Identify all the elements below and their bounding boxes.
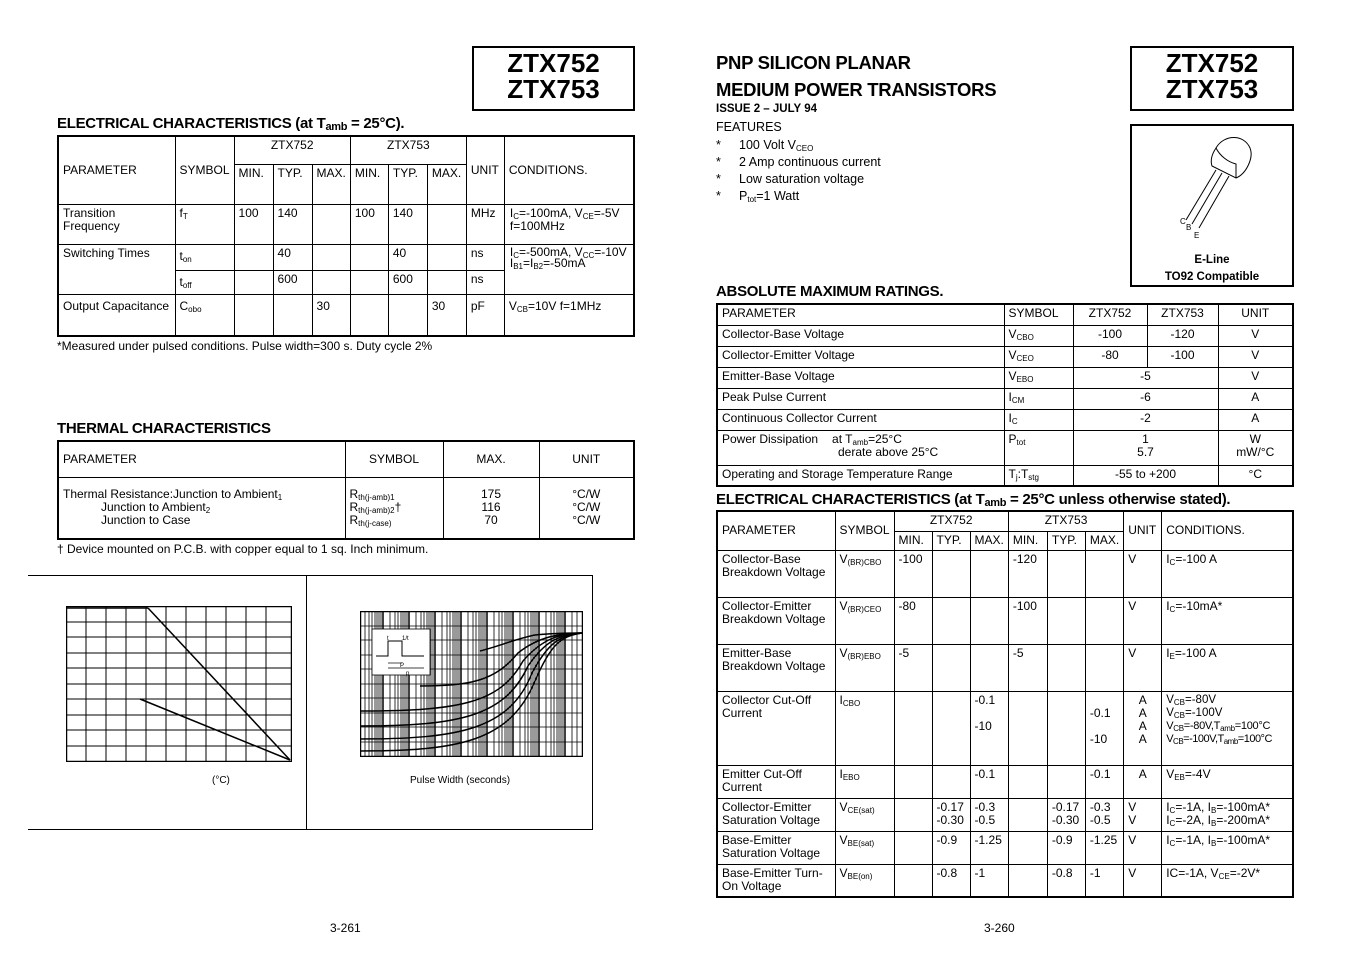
left-elec-table: PARAMETER SYMBOL ZTX752 ZTX753 UNIT CONDITIONS. MIN. TYP. MAX. MIN. TYP. MAX. Transition Frequency $f_T$ 100 140 100 140 MHz $I_C=-100mA$, $V_{CE}=-5V$ f=100MHz Switching Times $t_{on}$ 40 40 ns $I_C=-500mA$, $V_{CC}=-10V$ $I_{B1}=I_{B2}=-50mA$ $t_{off}$ 600 600 ns Output Capacitance $C_{obo}$ 30 30 pF $V_{CB}=10V$ f=1MHz <box>57 135 635 337</box>
col-header: ZTX752 <box>894 511 1008 531</box>
pulse-note: *Measured under pulsed conditions. Pulse width=300 s. Duty cycle 2% <box>57 339 433 353</box>
part-number: ZTX752 <box>507 48 600 78</box>
col-header: PARAMETER <box>58 441 345 477</box>
list-item: * Low saturation voltage <box>716 172 865 186</box>
col-header: UNIT <box>1218 304 1293 325</box>
left-part-number-box <box>472 46 635 111</box>
thermal-note: † Device mounted on P.C.B. with copper equal to 1 sq. Inch minimum. <box>57 542 429 556</box>
svg-text:P: P <box>400 663 405 669</box>
thermal-table <box>57 440 635 540</box>
table-row: Collector-Base Breakdown Voltage $V_{(BR)CBO}$ -100 -120 V $I_C=-100$ A <box>717 550 1293 597</box>
col-header: ZTX753 <box>1008 511 1123 531</box>
abs-max-title: ABSOLUTE MAXIMUM RATINGS. <box>716 283 944 300</box>
left-elec-title: ELECTRICAL CHARACTERISTICS (at $T_{amb} = 25^\circ C$). <box>57 115 405 133</box>
col-header: CONDITIONS. <box>504 136 634 204</box>
derating-graph <box>66 606 292 762</box>
part-number: ZTX752 <box>1165 48 1259 78</box>
to92-package-icon <box>1132 126 1292 251</box>
table-row: Collector-Emitter Saturation Voltage $V_{CE(sat)}$ -0.17 -0.30 -0.3 -0.5 -0.17 -0.30 -0.3 -0.5 V V $I_C=-1A$, $I_B=-100mA*$ $I_C=-2A$, $I_B=-200mA*$ <box>717 798 1293 831</box>
list-item: * 100 Volt $V_{CEO}$ <box>716 138 814 153</box>
right-elec-table: PARAMETER SYMBOL ZTX752 ZTX753 UNIT CONDITIONS. MIN. TYP. MAX. MIN. TYP. MAX. Collector-Base Breakdown Voltage $V_{(BR)CBO}$ -100 -120 V $I_C=-100$ A Collector-Emitter Breakdown Voltage $V_{(BR)CEO}$ -80 -100 V $I_C=-10mA*$ Emitter-Base Breakdown Voltage $V_{(BR)EBO}$ -5 -5 V $I_E=-100$ A Collector Cut-Off Current $I_{CBO}$ -0.1 -10 -0.1 -10 A A A A $V_{CB}=-80V$ $V_{CB}=-100V$ $V_{CB}=-80V,T_{amb}=100^\circ C$ $V_{CB}=-100V,T_{amb}=100^\circ C$ Emitter Cut-Off Current $I_{EBO}$ -0.1 -0.1 A $V_{EB}=-4V$ Collector-Emitter Saturation Voltage $V_{CE(sat)}$ -0.17 -0.30 -0.3 -0.5 -0.17 -0.30 -0.3 -0.5 V V $I_C=-1A$, $I_B=-100mA*$ $I_C=-2A$, $I_B=-200mA*$ Base-Emitter Saturation Voltage $V_{BE(sat)}$ -0.9 -1.25 -0.9 -1.25 V $I_C=-1A$, $I_B=-100mA*$ Base-Emitter Turn-On Voltage $V_{BE(on)}$ -0.8 -1 -0.8 -1 V IC=-1A, $V_{CE}=-2V*$ <box>716 510 1294 898</box>
table-row: Transition Frequency $f_T$ 100 140 100 140 MHz $I_C=-100mA$, $V_{CE}=-5V$ f=100MHz <box>58 204 634 244</box>
col-header: SYMBOL <box>175 136 234 204</box>
right-elec-title: ELECTRICAL CHARACTERISTICS (at $T_{amb} = 25^\circ C$ unless otherwise stated). <box>716 491 1231 509</box>
features-label: FEATURES <box>716 120 782 134</box>
graph2-xlabel: Pulse Width (seconds) <box>410 775 511 786</box>
svg-text:C: C <box>1180 217 1186 226</box>
col-header: PARAMETER <box>717 304 1004 325</box>
right-part-number-box <box>1130 46 1294 111</box>
col-header: UNIT <box>1124 511 1162 550</box>
svg-text:p: p <box>406 671 410 677</box>
table-row: Output Capacitance $C_{obo}$ 30 30 pF $V_{CB}=10V$ f=1MHz <box>58 294 634 336</box>
col-header: PARAMETER <box>717 511 835 550</box>
table-row: Peak Pulse Current $I_{CM}$ -6 A <box>717 388 1293 409</box>
col-header: PARAMETER <box>58 136 175 204</box>
graph-divider <box>306 575 307 830</box>
features-list <box>716 137 881 205</box>
col-header: UNIT <box>466 136 504 204</box>
graph1-xlabel: (°C) <box>212 775 230 786</box>
left-page-number: 3-261 <box>330 921 361 935</box>
svg-text:B: B <box>1186 223 1192 232</box>
thermal-title: THERMAL CHARACTERISTICS <box>57 420 271 437</box>
col-header: UNIT <box>539 441 634 477</box>
col-header: MAX. <box>443 441 539 477</box>
list-item: * 2 Amp continuous current <box>716 155 881 169</box>
col-header: SYMBOL <box>1004 304 1073 325</box>
table-row: Emitter Cut-Off Current $I_{EBO}$ -0.1 -0.1 A $V_{EB}=-4V$ <box>717 765 1293 798</box>
product-title: PNP SILICON PLANAR MEDIUM POWER TRANSISTORS <box>716 52 997 100</box>
list-item: * $P_{tot}=1$ Watt <box>716 189 800 204</box>
table-row: Operating and Storage Temperature Range $T_j:T_{stg}$ -55 to +200 °C <box>717 465 1293 486</box>
abs-max-table <box>716 303 1294 487</box>
table-row: $t_{off}$ 600 600 ns <box>58 270 634 294</box>
table-row: Base-Emitter Saturation Voltage $V_{BE(sat)}$ -0.9 -1.25 -0.9 -1.25 V $I_C=-1A$, $I_B=-100mA*$ <box>717 831 1293 864</box>
table-row: Emitter-Base Breakdown Voltage $V_{(BR)EBO}$ -5 -5 V $I_E=-100$ A <box>717 644 1293 691</box>
transient-graph <box>360 611 583 757</box>
col-header: CONDITIONS. <box>1162 511 1293 550</box>
package-box <box>1130 124 1294 287</box>
table-row: Collector-Base Voltage $V_{CBO}$ -100 -120 V <box>717 325 1293 346</box>
package-name: E-Line <box>1194 254 1230 266</box>
col-header: ZTX753 <box>350 136 466 164</box>
col-header: ZTX753 <box>1147 304 1218 325</box>
package-compat: TO92 Compatible <box>1164 271 1260 283</box>
table-row: Thermal Resistance:Junction to Ambient$_1$ Junction to Ambient$_2$ Junction to Case $R_{th(j-amb)1}$ $R_{th(j-amb)2}\dagger$ $R_{th(j-case)}$ 175 116 70 °C/W °C/W °C/W <box>58 477 634 539</box>
part-number: ZTX753 <box>1165 74 1259 104</box>
table-row: Collector-Emitter Voltage $V_{CEO}$ -80 -100 V <box>717 346 1293 367</box>
table-row: Continuous Collector Current $I_C$ -2 A <box>717 409 1293 430</box>
col-header: SYMBOL <box>835 511 894 550</box>
table-row: Emitter-Base Voltage $V_{EBO}$ -5 V <box>717 367 1293 388</box>
issue-line: ISSUE 2 – JULY 94 <box>716 103 818 115</box>
svg-text:E: E <box>1194 231 1200 240</box>
table-row: Power Dissipation at $T_{amb}=25^\circ C$ derate above 25°C $P_{tot}$ 1 5.7 W mW/°C <box>717 430 1293 465</box>
table-row: Base-Emitter Turn-On Voltage $V_{BE(on)}$ -0.8 -1 -0.8 -1 V IC=-1A, $V_{CE}=-2V*$ <box>717 864 1293 897</box>
table-row: Switching Times $t_{on}$ 40 40 ns $I_C=-500mA$, $V_{CC}=-10V$ $I_{B1}=I_{B2}=-50mA$ <box>58 244 634 270</box>
right-page-number: 3-260 <box>984 921 1015 935</box>
part-number: ZTX753 <box>507 74 600 104</box>
col-header: ZTX752 <box>234 136 350 164</box>
table-row: Collector Cut-Off Current $I_{CBO}$ -0.1 -10 -0.1 -10 A A A A $V_{CB}=-80V$ $V_{CB}=-100V$ $V_{CB}=-80V,T_{amb}=100^\circ C$ $V_{CB}=-100V,T_{amb}=100^\circ C$ <box>717 691 1293 765</box>
col-header: SYMBOL <box>345 441 443 477</box>
col-header: ZTX752 <box>1073 304 1147 325</box>
svg-text:1/t: 1/t <box>402 636 409 642</box>
svg-text:t: t <box>387 636 389 642</box>
table-row: Collector-Emitter Breakdown Voltage $V_{(BR)CEO}$ -80 -100 V $I_C=-10mA*$ <box>717 597 1293 644</box>
